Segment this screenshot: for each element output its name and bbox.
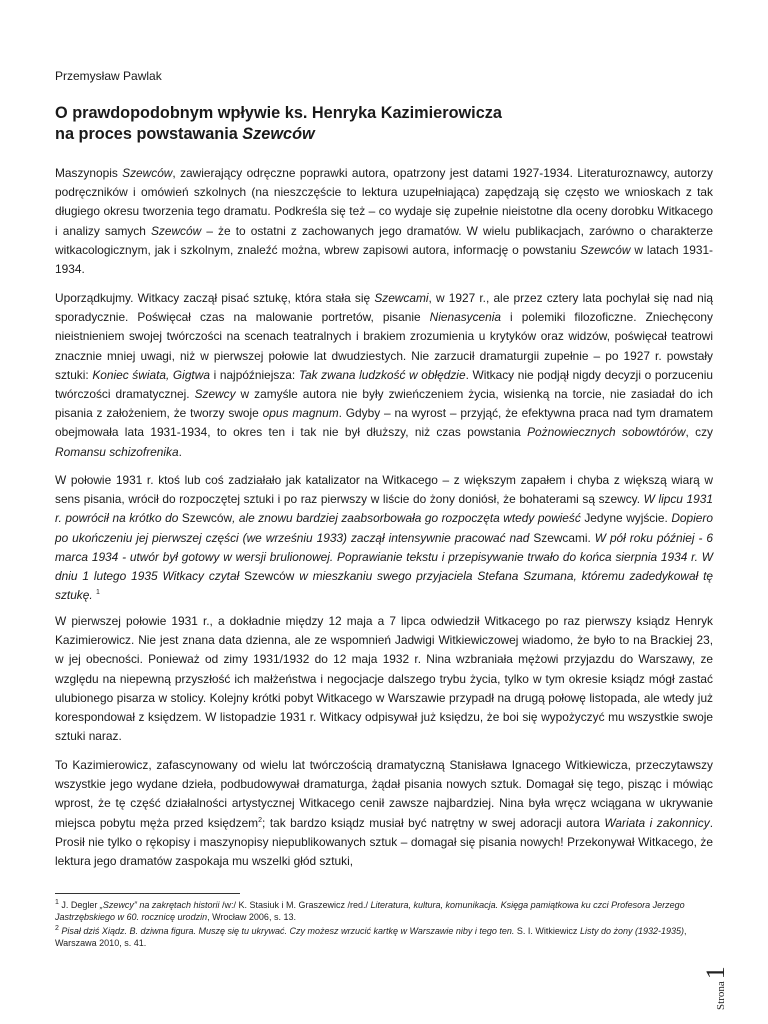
footnote-text-segment: Literatura, kultura, komunikacja. Księga pamiątkowa ku czci Profesora Jerzego Jastrzębskiego w 60. rocznicę urodzin xyxy=(55,900,685,922)
paragraph-text-segment: w latach 1931-1934. xyxy=(55,242,714,277)
paragraph-text-segment: Uporządkujmy. Witkacy zaczął pisać sztukę, która stała się xyxy=(55,291,375,305)
paragraph-text-segment: W połowie 1931 r. ktoś lub coś zadziałało jak katalizator na Witkacego – z większym zapałem i chyba z większą wiarą w sens pisania, wrócił do rozpoczętej sztuki i po raz pierwszy w liście do żony doniósł, że bohaterami są szewcy. xyxy=(55,473,713,507)
paragraph-text-segment: W lipcu 1931 r. powrócił na krótko do xyxy=(55,492,713,526)
paragraph-text-segment: Szewcy xyxy=(194,387,236,402)
footnote-text-segment: S. I. Witkiewicz xyxy=(514,926,580,936)
paragraph-text-segment: ; tak bardzo ksiądz musiał być natrętny w swej adoracji autora xyxy=(262,815,605,830)
footnote-text-segment: Pisał dziś Xiądz. B. dziwna figura. Muszę się tu ukrywać. Czy możesz wrzucić kartkę w Warszawie niby i tego ten. xyxy=(61,926,515,936)
paragraph-5 xyxy=(55,756,713,871)
paragraph-text-segment: W pierwszej połowie 1931 r., a dokładnie między 12 maja a 7 lipca odwiedził Witkacego po raz pierwszy ksiądz Henryk Kazimierowicz. Nie jest znana data dzienna, ale ze wspomnień Jadwigi Witkiewiczowej wiadomo, że było to na Brackiej 23, w jej obecności. Ponieważ od zimy 1931/1932 do 12 maja 1932 r. Nina wzbraniała mężowi przyjazdu do Warszawy, ze względu na niepewną przyszłość ich małżeństwa i negocjacje dalszego trybu życia, tylko w tym okresie ksiądz mógł zastać ulubionego pisarza w stolicy. Kolejny krótki pobyt Witkacego w Warszawie przypadł na drugą połowę listopada, ale wtedy już korespondował z księdzem. W listopadzie 1931 r. Witkacy odpisywał już księdzu, że boi się wypożyczyć mu wszystkie swoje sztuki naraz. xyxy=(55,614,713,744)
paragraph-text-segment: Szewców xyxy=(150,223,202,238)
title-line-1: O prawdopodobnym wpływie ks. Henryka Kazimierowicza xyxy=(55,104,502,122)
title-line-2-prefix: na proces powstawania xyxy=(55,125,243,143)
paragraph-text-segment: , ale znowu bardziej zaabsorbowała go rozpoczęta wtedy powieść xyxy=(232,511,581,526)
footnote-text-segment: J. Degler xyxy=(58,900,100,910)
paragraph-text-segment: . Gdyby – na wyrost – przyjąć, że efektywna praca nad tym dramatem obejmowała lata 1931-1934, to okres ten i tak nie był dłuższy, niż czas powstania xyxy=(55,406,713,440)
footnote-text-segment: /w:/ K. Stasiuk i M. Graszewicz /red./ xyxy=(219,900,371,910)
footnote-text-segment: , Wrocław 2006, s. 13. xyxy=(207,912,296,922)
paragraph-text-segment: w mieszkaniu swego przyjaciela Stefana Szumana, któremu zadedykował tę sztukę. xyxy=(55,569,714,603)
paragraph-text-segment: . Witkacy nie podjął nigdy decyzji o porzuceniu twórczości dramatycznej. xyxy=(55,367,713,402)
paragraph-text-segment: Pożnowiecznych sobowtórów xyxy=(527,425,686,440)
paragraph-text-segment: Szewcami. xyxy=(533,530,595,545)
paragraph-text-segment: i polemiki filozoficzne. Zniechęcony nieistnieniem swojej twórczości na scenach teatralnych i brakiem zrozumienia u krytyków oraz widzów, poświęcał teatrowi znacznie mniej uwagi, niż w pierwszej połowie lat dwudziestych. Nie zarzucił dramaturgii zupełnie – po 1927 r. powstały sztuki: xyxy=(55,310,713,382)
footnote-1 xyxy=(55,899,713,923)
footnote-text-segment: Listy do żony (1932-1935) xyxy=(579,926,684,936)
footnote-ref: 2 xyxy=(258,816,262,824)
paragraph-text-segment: . Prosił nie tylko o rękopisy i maszynopisy niepublikowanych sztuk – domagał się pisania nowych! Przekonywał Witkacego, że lektura jego dramatów zaspokaja mu wszelki głód sztuki, xyxy=(55,815,713,869)
footnote-2 xyxy=(55,925,713,949)
footnote-ref: 2 xyxy=(55,925,59,932)
paragraph-text-segment: Szewców xyxy=(244,569,295,584)
title-line-2-italic: Szewców xyxy=(242,125,315,143)
footnote-text-segment: , Warszawa 2010, s. 41. xyxy=(55,926,687,948)
paragraph-text-segment: Maszynopis xyxy=(55,166,123,180)
paragraph-text-segment: w zamyśle autora nie były zwieńczeniem życia, wisienką na torcie, nie zasiadał do ich pisania z założeniem, że tworzy swoje xyxy=(55,387,713,421)
footnote-separator xyxy=(55,893,240,894)
author-name: Przemysław Pawlak xyxy=(55,69,162,83)
paragraph-text-segment: , zawierający odręczne poprawki autora, opatrzony jest datami 1927-1934. Literaturoznawcy, autorzy podręczników i omówień szkolnych (na nieszczęście to lektura uzupełniająca) zapędzają się często we wnioskach z tak długiego okresu tworzenia tego dramatu. Podkreśla się też – co wydaje się zupełnie nieistotne dla oceny dorobku Witkacego i analizy samych xyxy=(55,166,713,238)
paragraph-text-segment: Jedyne wyjście. xyxy=(580,511,672,526)
footnote-text-segment: „Szewcy” na zakrętach historii xyxy=(99,900,220,910)
paragraph-1 xyxy=(55,164,713,279)
paragraph-text-segment: Romansu schizofrenika xyxy=(55,444,179,459)
paragraph-text-segment: i najpóźniejsza: xyxy=(209,367,299,382)
paragraph-2 xyxy=(55,289,713,462)
page-label: Strona xyxy=(715,981,727,1010)
page-number-marker xyxy=(701,940,751,1010)
paragraph-text-segment: Nienasycenia xyxy=(429,310,502,325)
page-number: 1 xyxy=(701,966,730,980)
paragraph-text-segment: Szewców xyxy=(580,242,631,257)
paragraph-3 xyxy=(55,471,713,605)
footnote-ref: 1 xyxy=(95,589,100,597)
paragraph-text-segment: . xyxy=(178,444,182,459)
paragraph-text-segment: , czy xyxy=(685,425,713,440)
paragraph-text-segment: Szewców xyxy=(122,166,173,180)
paragraph-text-segment: Koniec świata, Gigtwa xyxy=(92,367,210,382)
paragraph-text-segment: , w 1927 r., ale przez cztery lata pochylał się nad nią sporadycznie. Poświęcał czas na malowanie portretów, pisanie xyxy=(55,291,714,325)
document-title xyxy=(55,103,502,145)
paragraph-text-segment: Tak zwana ludzkość w obłędzie xyxy=(298,367,466,382)
footnote-ref: 1 xyxy=(55,899,59,906)
paragraph-text-segment: To Kazimierowicz, zafascynowany od wielu lat twórczością dramatyczną Stanisława Ignacego Witkiewicza, przeczytawszy wszystkie jego wydane dzieła, podbudowywał dramaturga, żądał pisania nowych sztuk. Domagał się tego, pisząc i mówiąc wprost, że tę część działalności artystycznej Witkacego cenił zawsze najbardziej. Nina była wręcz wciągana w ukrywanie miejsca pobytu męża przed księdzem xyxy=(55,758,713,830)
paragraph-text-segment: Szewców xyxy=(181,511,233,526)
paragraph-text-segment: W pół roku później - 6 marca 1934 - utwór był gotowy w wersji brulionowej. Poprawianie tekstu i przepisywanie trwało do końca sierpnia 1934 r. W dniu 1 lutego 1935 Witkacy czytał xyxy=(55,530,713,584)
paragraph-text-segment: Dopiero po ukończeniu jej pierwszej części (we wrześniu 1933) zaczął intensywnie pracować nad xyxy=(55,511,713,545)
paragraph-text-segment: – że to ostatni z zachowanych jego dramatów. W wielu publikacjach, zarówno o charakterze witkacologicznym, jak i szkolnym, znaleźć można, wbrew zapisowi autora, informację o powstaniu xyxy=(55,223,713,257)
paragraph-text-segment: opus magnum xyxy=(262,406,339,421)
paragraph-4 xyxy=(55,612,713,746)
paragraph-text-segment: Wariata i zakonnicy xyxy=(604,815,710,830)
paragraph-text-segment: Szewcami xyxy=(374,291,429,305)
